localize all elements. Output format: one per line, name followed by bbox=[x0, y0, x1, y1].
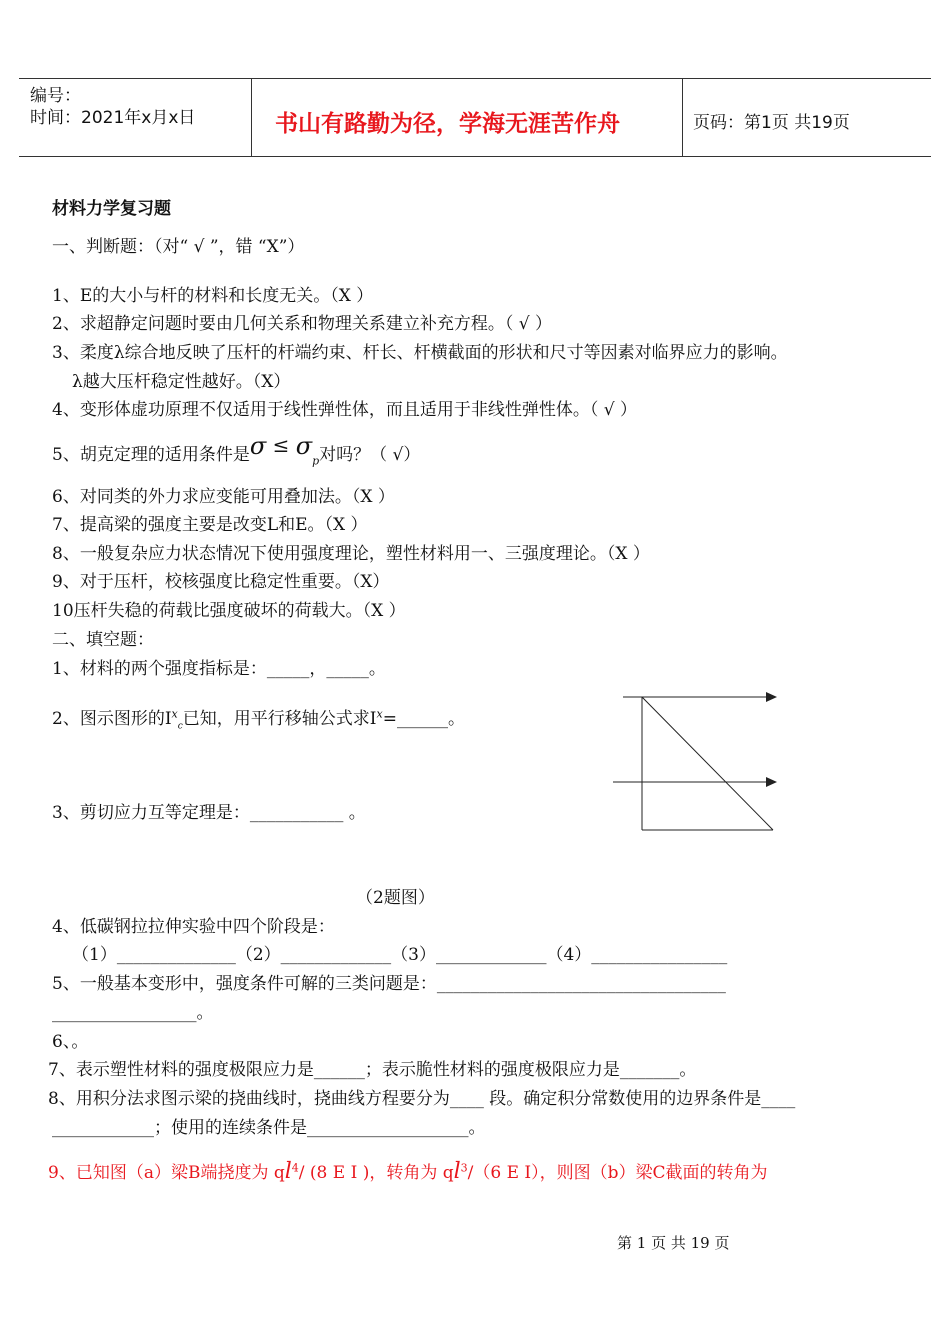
fill-q6: 6、。 bbox=[52, 1032, 89, 1052]
fill-q5: 5、一般基本变形中，强度条件可解的三类问题是：__________________________________ bbox=[52, 974, 726, 994]
figure-caption: （2题图） bbox=[356, 888, 435, 908]
fill-q1: 1、材料的两个强度指标是：_____，_____。 bbox=[52, 659, 386, 679]
fill-q8: 8、用积分法求图示梁的挠曲线时，挠曲线方程要分为____ 段。确定积分常数使用的边界条件是____ bbox=[48, 1089, 796, 1109]
formula-sigma: σ bbox=[249, 432, 267, 460]
judge-item-7: 7、提高梁的强度主要是改变L和E。（X ） bbox=[52, 515, 368, 535]
fill-q8-cont: ____________；使用的连续条件是___________________。 bbox=[52, 1118, 486, 1138]
section-figure bbox=[605, 685, 790, 835]
fill-q9: 9、已知图（a）梁B端挠度为 $ql^4/$ (8 E I )，转角为 $ql^3/(6$ E I），则图（b）梁C截面的转角为 bbox=[48, 1159, 768, 1184]
judge-item-1: 1、E的大小与杆的材料和长度无关。（X ） bbox=[52, 286, 374, 306]
fill-q4-blanks: （1）______________（2）_____________（3）_____________（4）________________ bbox=[72, 945, 728, 965]
fill-q4: 4、低碳钢拉拉伸实验中四个阶段是： bbox=[52, 917, 335, 937]
judge-item-10: 10压杆失稳的荷载比强度破坏的荷载大。（X ） bbox=[52, 601, 406, 621]
serial-label: 编号： bbox=[30, 86, 81, 106]
page-footer: 第 1 页 共 19 页 bbox=[617, 1234, 730, 1252]
judge-item-3-cont: λ越大压杆稳定性越好。（X） bbox=[72, 372, 291, 392]
judge-item-6: 6、对同类的外力求应变能可用叠加法。（X ） bbox=[52, 487, 395, 507]
judge-item-4: 4、变形体虚功原理不仅适用于线性弹性体，而且适用于非线性弹性体。（ √ ） bbox=[52, 400, 637, 420]
document-title: 材料力学复习题 bbox=[52, 199, 171, 219]
judge-item-5: 5、胡克定理的适用条件是$\sigma \le \sigma_p$对吗？（ √） bbox=[52, 432, 421, 468]
judge-item-9: 9、对于压杆，校核强度比稳定性重要。（X） bbox=[52, 572, 390, 592]
section2-heading: 二、填空题： bbox=[52, 630, 154, 650]
fill-q3: 3、剪切应力互等定理是：___________ 。 bbox=[52, 803, 366, 823]
page-info: 页码：第1页 共19页 bbox=[693, 113, 850, 133]
judge-item-2: 2、求超静定问题时要由几何关系和物理关系建立补充方程。（ √ ） bbox=[52, 314, 552, 334]
section1-heading: 一、判断题：（对“ √ ”，错 “X”） bbox=[52, 237, 305, 257]
judge-item-3: 3、柔度λ综合地反映了压杆的杆端约束、杆长、杆横截面的形状和尺寸等因素对临界应力的影响。 bbox=[52, 343, 788, 363]
time-label: 时间：2021年x月x日 bbox=[30, 108, 196, 128]
fill-q2: 2、图示图形的$I^x_c$已知，用平行移轴公式求$I^x=\_\_\_\_\_\_$。 bbox=[52, 707, 465, 732]
fill-q5-cont: _________________。 bbox=[52, 1003, 214, 1023]
judge-item-8: 8、一般复杂应力状态情况下使用强度理论，塑性材料用一、三强度理论。（X ） bbox=[52, 544, 650, 564]
fill-q7: 7、表示塑性材料的强度极限应力是______；表示脆性材料的强度极限应力是_______。 bbox=[48, 1060, 697, 1080]
header-motto: 书山有路勤为径，学海无涯苦作舟 bbox=[275, 111, 620, 137]
